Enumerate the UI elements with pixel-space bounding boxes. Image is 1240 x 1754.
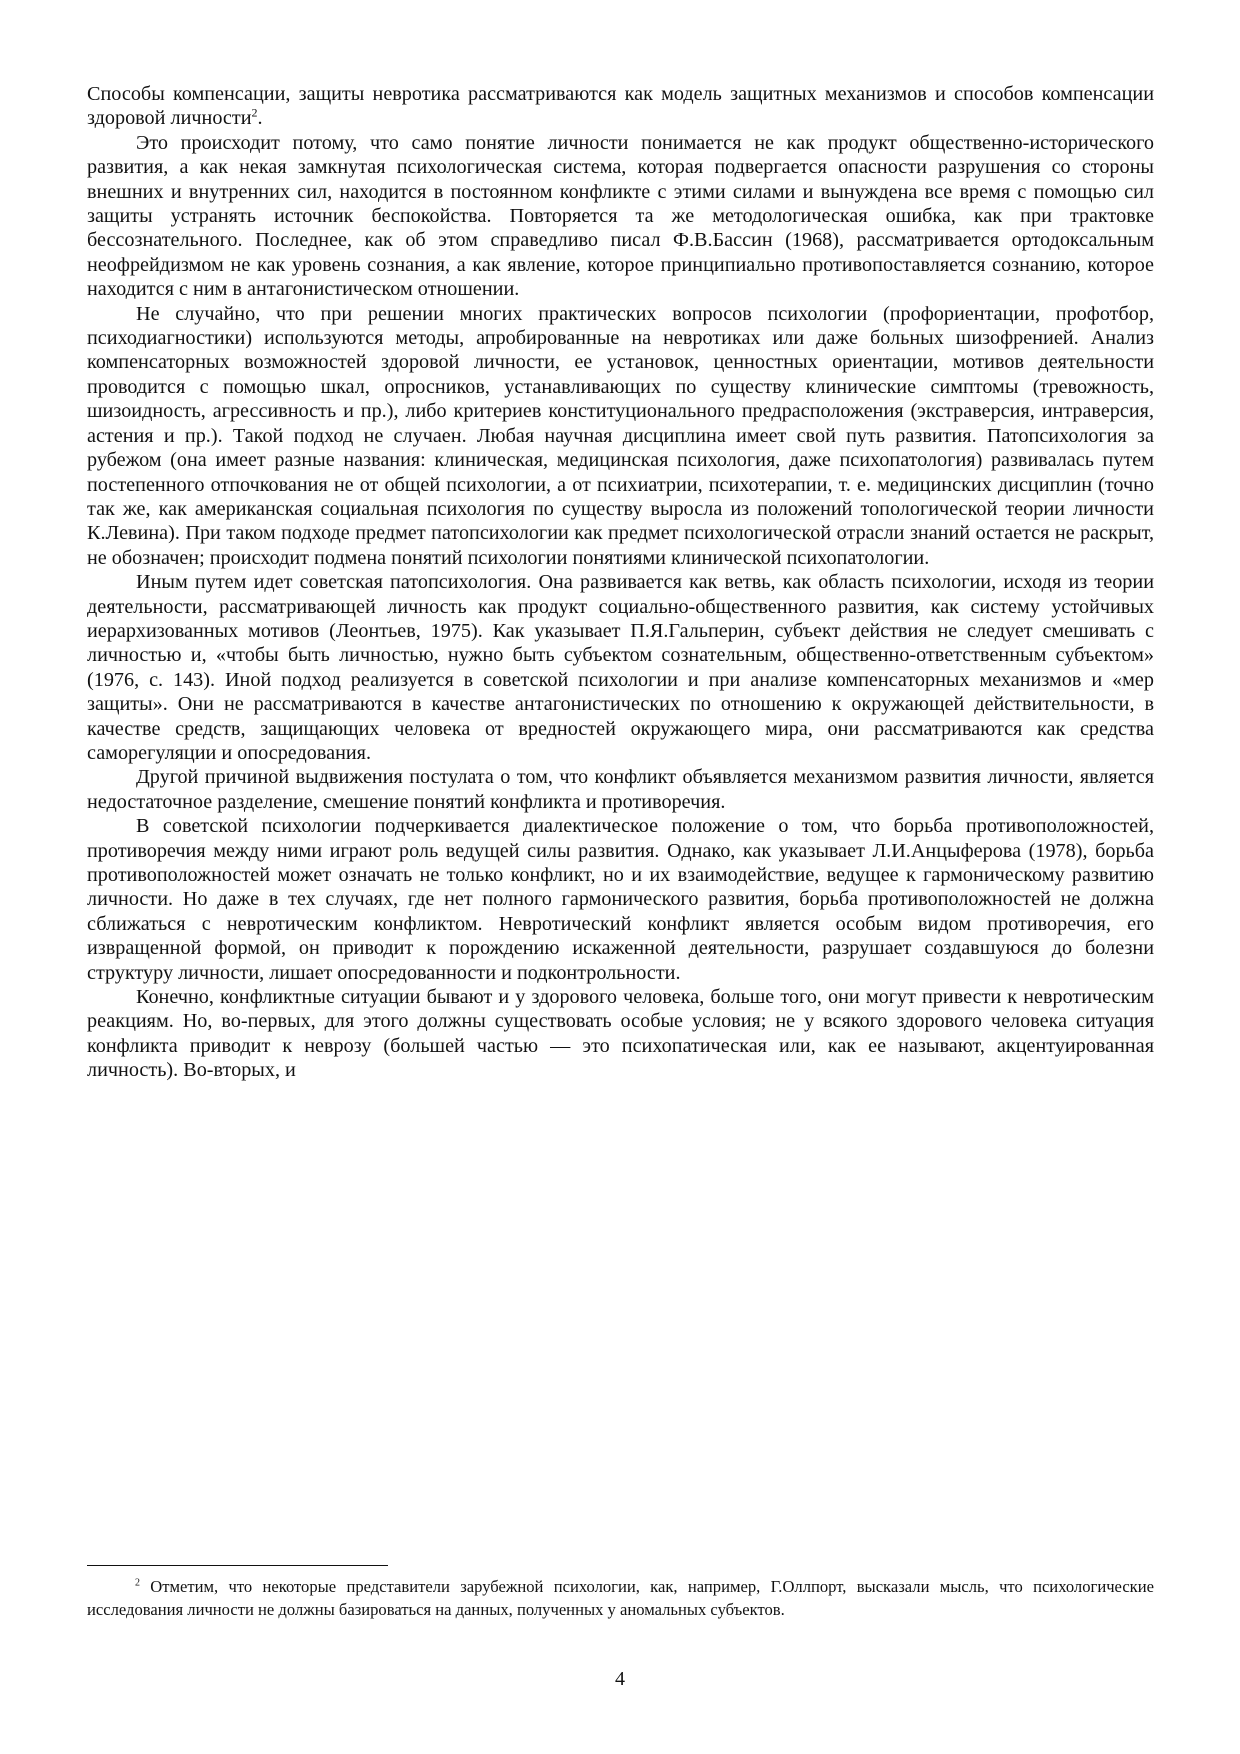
document-body (87, 82, 1154, 1083)
page-number: 4 (615, 1668, 625, 1690)
paragraph-3: Не случайно, что при решении многих практических вопросов психологии (профориентации, профотбор, психодиагностики) используются методы, апробированные на невротиках или даже больных шизофренией. Анализ компенсаторных возможностей здоровой личности, ее установок, ценностных ориентации, мотивов деятельности проводится с помощью шкал, опросников, устанавливающих по существу клинические симптомы (тревожность, шизоидность, агрессивность и пр.), либо критериев конституционального предрасположения (экстраверсия, интраверсия, астения и пр.). Такой подход не случаен. Любая научная дисциплина имеет свой путь развития. Патопсихология за рубежом (она имеет разные названия: клиническая, медицинская психология, даже психопатология) развивалась путем постепенного отпочкования не от общей психологии, а от психиатрии, психотерапии, т. е. медицинских дисциплин (точно так же, как американская социальная психология по существу выросла из положений топологической теории личности К.Левина). При таком подходе предмет патопсихологии как предмет психологической отрасли знаний остается не раскрыт, не обозначен; происходит подмена понятий психологии понятиями клинической психопатологии. (87, 302, 1154, 569)
footnote (87, 1576, 1154, 1621)
footnote-reference[interactable]: 2 (251, 105, 258, 120)
paragraph-1 (87, 82, 1154, 131)
footnote-separator (87, 1565, 388, 1566)
paragraph-4: Иным путем идет советская патопсихология. Она развивается как ветвь, как область психологии, исходя из теории деятельности, рассматривающей личность как продукт социально-общественного развития, как систему устойчивых иерархизованных мотивов (Леонтьев, 1975). Как указывает П.Я.Гальперин, субъект действия не следует смешивать с личностью и, «чтобы быть личностью, нужно быть субъектом сознательным, общественно-ответственным субъектом» (1976, с. 143). Иной подход реализуется в советской психологии и при анализе компенсаторных механизмов и «мер защиты». Они не рассматриваются в качестве антагонистических по отношению к окружающей действительности, в качестве средств, защищающих человека от вредностей окружающего мира, они рассматриваются как средства саморегуляции и опосредования. (87, 571, 1154, 764)
paragraph-5: Другой причиной выдвижения постулата о том, что конфликт объявляется механизмом развития личности, является недостаточное разделение, смешение понятий конфликта и противоречия. (87, 766, 1154, 813)
footnote-paragraph (87, 1576, 1154, 1621)
footnote-marker: 2 (135, 1577, 140, 1589)
paragraph-2: Это происходит потому, что само понятие личности понимается не как продукт общественно-исторического развития, а как некая замкнутая психологическая система, которая подвергается опасности разрушения со стороны внешних и внутренних сил, находится в постоянном конфликте с этими силами и вынуждена все время с помощью сил защиты устранять источник беспокойства. Повторяется та же методологическая ошибка, как при трактовке бессознательного. Последнее, как об этом справедливо писал Ф.В.Бассин (1968), рассматривается ортодоксальным неофрейдизмом не как уровень сознания, а как явление, которое принципиально противопоставляется сознанию, которое находится с ним в антагонистическом отношении. (87, 131, 1154, 301)
paragraph-text: Способы компенсации, защиты невротика рассматриваются как модель защитных механизмов и способов компенсации здоровой личности (87, 83, 1154, 130)
footnote-text: Отметим, что некоторые представители зарубежной психологии, как, например, Г.Оллпорт, высказали мысль, что психологические исследования личности не должны базироваться на данных, полученных у аномальных субъектов. (87, 1577, 1154, 1619)
paragraph-6: В советской психологии подчеркивается диалектическое положение о том, что борьба противоположностей, противоречия между ними играют роль ведущей силы развития. Однако, как указывает Л.И.Анцыферова (1978), борьба противоположностей может означать не только конфликт, но и их взаимодействие, ведущее к гармоническому развитию личности. Но даже в тех случаях, где нет полного гармонического развития, борьба противоположностей не должна сближаться с невротическим конфликтом. Невротический конфликт является особым видом противоречия, его извращенной формой, он приводит к порождению искаженной деятельности, разрушает создавшуюся до болезни структуру личности, лишает опосредованности и подконтрольности. (87, 815, 1154, 984)
paragraph-7: Конечно, конфликтные ситуации бывают и у здорового человека, больше того, они могут привести к невротическим реакциям. Но, во-первых, для этого должны существовать особые условия; не у всякого здорового человека ситуация конфликта приводит к неврозу (большей частью — это психопатическая или, как ее называют, акцентуированная личность). Во-вторых, и (87, 986, 1154, 1082)
paragraph-tail: . (257, 107, 263, 130)
